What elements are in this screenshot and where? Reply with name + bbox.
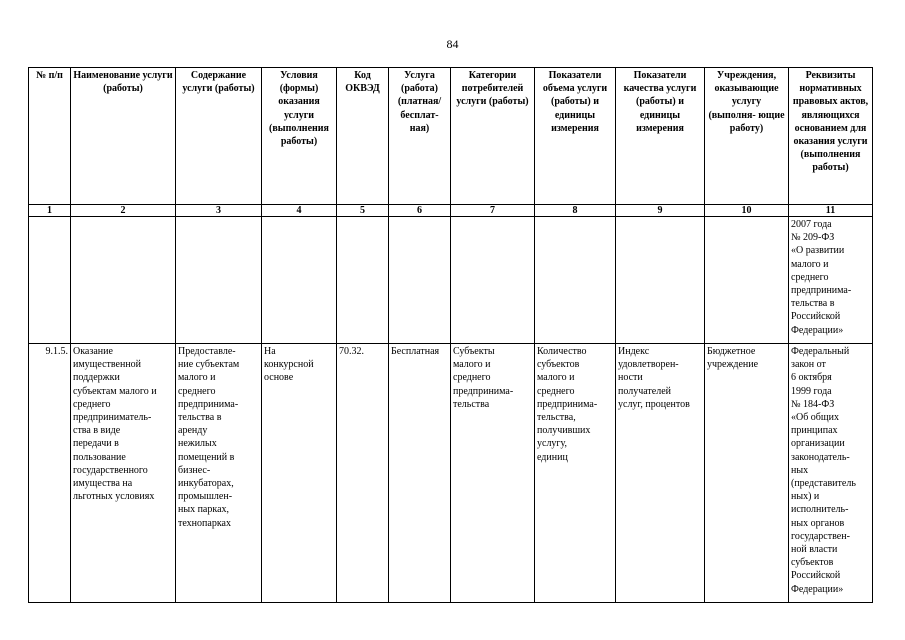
cell-text-line: тельства в — [791, 298, 835, 310]
cell-text-line: принципах — [791, 425, 838, 437]
cell-text-line: предприниматель- — [73, 412, 152, 424]
col-header-paid-free: Услуга (работа) (платная/ бесплат- ная) — [389, 68, 451, 205]
cell-text-line: тельства в — [178, 412, 222, 424]
cell-text-line: 2007 года — [791, 219, 832, 230]
cell-text-line: предпринима- — [178, 398, 239, 410]
table-cell — [71, 217, 176, 344]
cell-text-line: Российской — [791, 311, 841, 323]
column-index: 4 — [262, 205, 337, 217]
cell-text-line: Федеральный — [791, 346, 850, 357]
cell-text-line: инкубаторах, — [178, 478, 234, 490]
table-cell — [389, 217, 451, 344]
table-cell — [535, 217, 616, 344]
table-cell — [29, 217, 71, 344]
cell-text-line: малого и — [178, 372, 216, 384]
service-name-cell — [71, 344, 176, 603]
table-cell — [705, 217, 789, 344]
cell-text-line: учреждение — [707, 359, 759, 371]
cell-text-line: основе — [264, 372, 294, 384]
col-header-number: № п/п — [29, 68, 71, 205]
cell-text-line: технопарках — [178, 517, 231, 529]
consumers-cell — [451, 344, 535, 603]
cell-text-line: льготных условиях — [73, 491, 155, 503]
col-header-name: Наименование услуги (работы) — [71, 68, 176, 205]
table-cell — [176, 217, 262, 344]
column-index: 8 — [535, 205, 616, 217]
column-index-row — [29, 205, 873, 217]
header-row — [29, 68, 873, 205]
cell-text-line: Количество — [537, 346, 587, 357]
cell-text-line: Бюджетное — [707, 346, 756, 357]
volume-indicators-cell — [535, 344, 616, 603]
table-row-continuation — [29, 217, 873, 344]
cell-text-line: пользование — [73, 451, 126, 463]
cell-text-line: субъектам малого и — [73, 385, 157, 397]
cell-text-line: (представитель — [791, 478, 856, 490]
column-index: 2 — [71, 205, 176, 217]
cell-text-line: ности — [618, 372, 643, 384]
cell-text-line: ных парках, — [178, 504, 230, 516]
cell-text-line: промышлен- — [178, 491, 233, 503]
column-index: 10 — [705, 205, 789, 217]
column-index: 9 — [616, 205, 705, 217]
cell-text-line: услуг, процентов — [618, 398, 690, 410]
cell-text-line: единиц — [537, 451, 568, 463]
conditions-cell — [262, 344, 337, 603]
cell-text-line: Федерации» — [791, 324, 844, 336]
cell-text-line: имущественной — [73, 359, 142, 371]
cell-text-line: «Об общих — [791, 412, 839, 424]
col-header-content: Содержание услуги (работы) — [176, 68, 262, 205]
column-index: 6 — [389, 205, 451, 217]
cell-text-line: «О развитии — [791, 245, 845, 257]
cell-text-line: Индекс — [618, 346, 650, 357]
col-header-quality: Показатели качества услуги (работы) и единицы измерения — [616, 68, 705, 205]
table-cell — [262, 217, 337, 344]
paid-free-cell: Бесплатная — [389, 344, 451, 603]
cell-text-line: нежилых — [178, 438, 217, 450]
row-number-cell: 9.1.5. — [29, 344, 71, 603]
legal-acts-cell-continued — [789, 217, 873, 344]
cell-text-line: предпринима- — [453, 385, 514, 397]
cell-text-line: среднего — [791, 271, 829, 283]
cell-text-line: № 184-ФЗ — [791, 398, 835, 410]
cell-text-line: организации — [791, 438, 845, 450]
cell-text-line: среднего — [537, 385, 575, 397]
cell-text-line: аренду — [178, 425, 208, 437]
quality-indicators-cell — [616, 344, 705, 603]
cell-text-line: передачи в — [73, 438, 119, 450]
col-header-okved: Код ОКВЭД — [337, 68, 389, 205]
cell-text-line: 1999 года — [791, 385, 832, 397]
services-table — [28, 67, 873, 603]
cell-text-line: среднего — [453, 372, 491, 384]
cell-text-line: субъектов — [537, 359, 580, 371]
table-cell — [337, 217, 389, 344]
cell-text-line: предпринима- — [791, 285, 852, 297]
cell-text-line: ной власти — [791, 544, 838, 556]
cell-text-line: поддержки — [73, 372, 120, 384]
col-header-conditions: Условия (формы) оказания услуги (выполнения работы) — [262, 68, 337, 205]
cell-text-line: 6 октября — [791, 372, 832, 384]
page-number: 84 — [446, 37, 459, 51]
cell-text-line: услугу, — [537, 438, 568, 450]
cell-text-line: имущества на — [73, 478, 133, 490]
cell-text-line: Субъекты — [453, 346, 495, 357]
col-header-consumers: Категории потребителей услуги (работы) — [451, 68, 535, 205]
cell-text-line: малого и — [791, 258, 829, 270]
column-index: 1 — [29, 205, 71, 217]
institution-cell — [705, 344, 789, 603]
cell-text-line: ства в виде — [73, 425, 121, 437]
service-content-cell — [176, 344, 262, 603]
cell-text-line: субъектов — [791, 557, 834, 569]
column-index: 5 — [337, 205, 389, 217]
okved-cell: 70.32. — [337, 344, 389, 603]
cell-text-line: малого и — [537, 372, 575, 384]
cell-text-line: ние субъектам — [178, 359, 240, 371]
cell-text-line: законодатель- — [791, 451, 850, 463]
cell-text-line: получателей — [618, 385, 672, 397]
col-header-volume: Показатели объема услуги (работы) и единицы измерения — [535, 68, 616, 205]
cell-text-line: малого и — [453, 359, 491, 371]
cell-text-line: Федерации» — [791, 583, 844, 595]
cell-text-line: удовлетворен- — [618, 359, 679, 371]
cell-text-line: государственного — [73, 464, 148, 476]
cell-text-line: предпринима- — [537, 398, 598, 410]
column-index: 7 — [451, 205, 535, 217]
legal-acts-cell — [789, 344, 873, 603]
col-header-legal-acts: Реквизиты нормативных правовых актов, являющихся основанием для оказания услуги (выполнения работы) — [789, 68, 873, 205]
cell-text-line: среднего — [178, 385, 216, 397]
cell-text-line: закон от — [791, 359, 826, 371]
cell-text-line: № 209-ФЗ — [791, 232, 835, 244]
cell-text-line: помещений в — [178, 451, 235, 463]
cell-text-line: Предоставле- — [178, 346, 236, 357]
cell-text-line: исполнитель- — [791, 504, 849, 516]
cell-text-line: тельства, — [537, 412, 576, 424]
cell-text-line: получивших — [537, 425, 591, 437]
table-cell — [616, 217, 705, 344]
table-cell — [451, 217, 535, 344]
cell-text-line: ных — [791, 464, 809, 476]
cell-text-line: На — [264, 346, 276, 357]
cell-text-line: бизнес- — [178, 464, 211, 476]
cell-text-line: Оказание — [73, 346, 113, 357]
col-header-institutions: Учреждения, оказывающие услугу (выполня- ющие работу) — [705, 68, 789, 205]
cell-text-line: государствен- — [791, 530, 850, 542]
column-index: 3 — [176, 205, 262, 217]
column-index: 11 — [789, 205, 873, 217]
table-row-9-1-5 — [29, 344, 873, 603]
cell-text-line: конкурсной — [264, 359, 314, 371]
cell-text-line: тельства — [453, 398, 490, 410]
cell-text-line: Российской — [791, 570, 841, 582]
cell-text-line: среднего — [73, 398, 111, 410]
cell-text-line: ных) и — [791, 491, 820, 503]
cell-text-line: ных органов — [791, 517, 845, 529]
